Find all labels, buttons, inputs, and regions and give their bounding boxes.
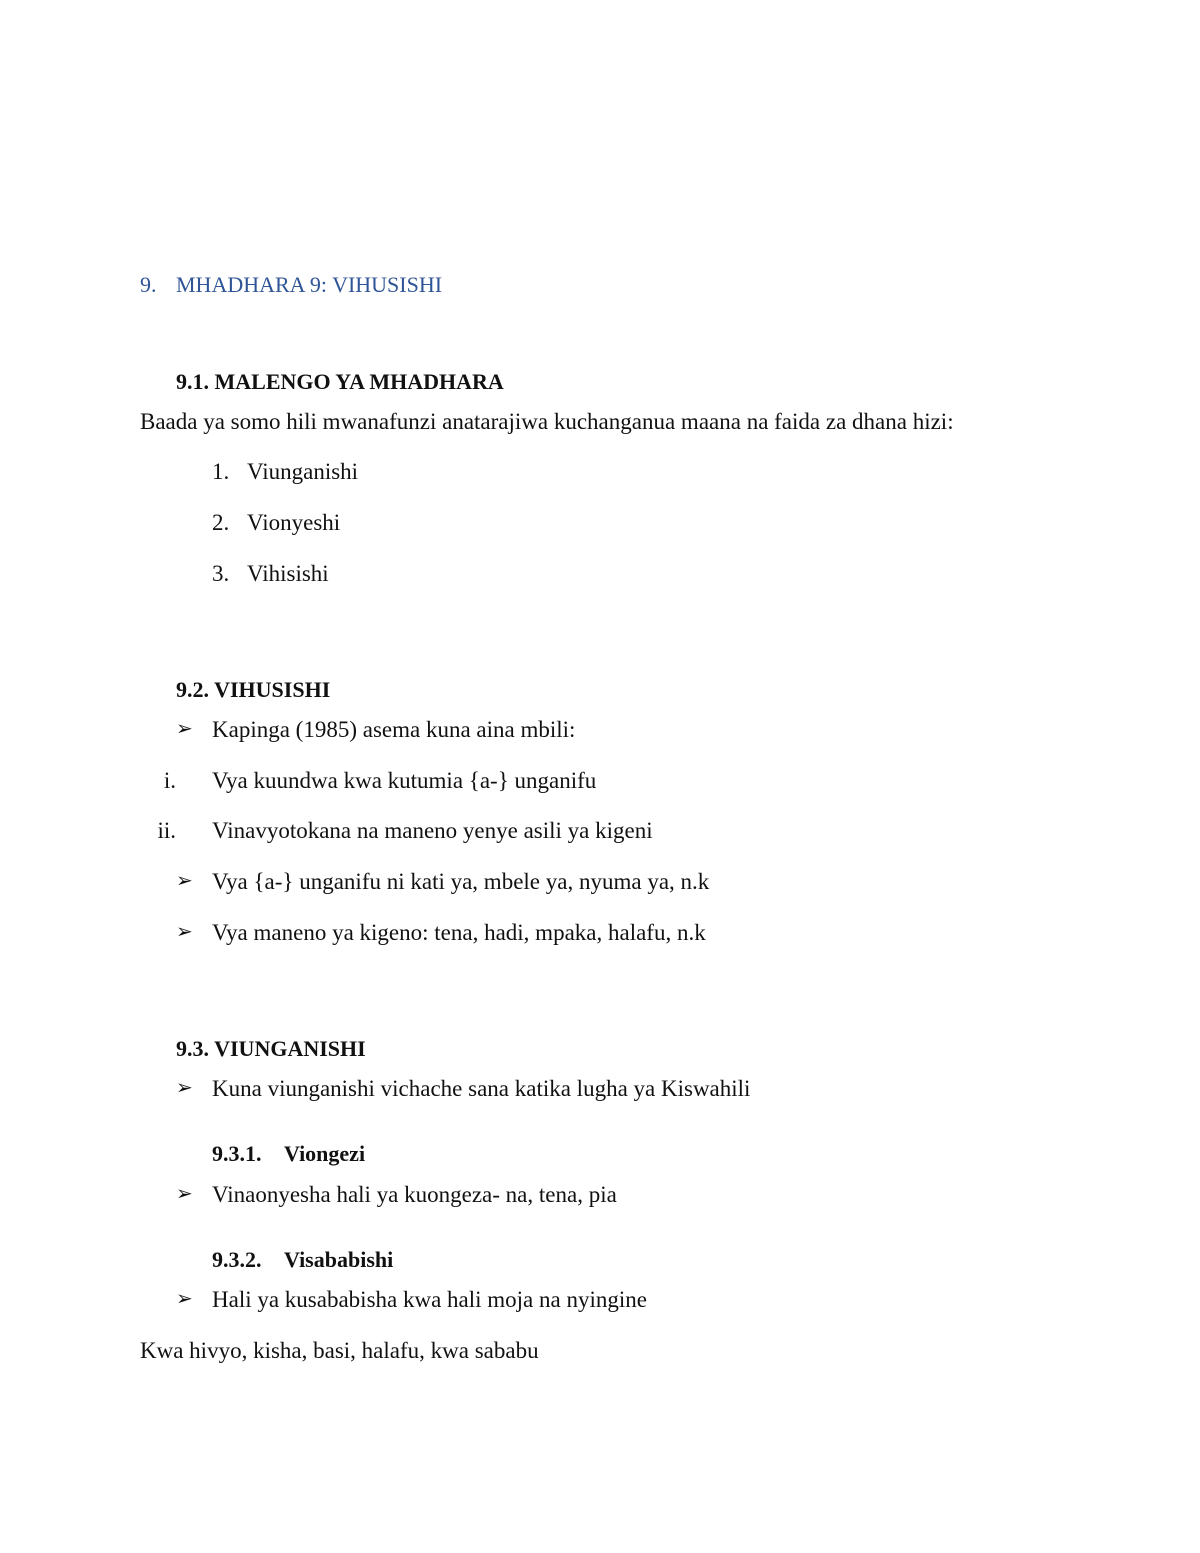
- closing-paragraph: Kwa hivyo, kisha, basi, halafu, kwa sababu: [140, 1338, 539, 1363]
- section-heading-viunganishi: 9.3. VIUNGANISHI: [176, 1036, 366, 1061]
- roman-numeral: i.: [163, 768, 176, 793]
- list-item-text: Viunganishi: [247, 459, 359, 484]
- chapter-title: MHADHARA 9: VIHUSISHI: [176, 272, 443, 297]
- arrow-bullet-icon: ➢: [176, 921, 193, 943]
- section-heading-objectives: 9.1. MALENGO YA MHADHARA: [176, 369, 504, 394]
- list-item-text: Vihisishi: [247, 561, 329, 586]
- roman-numeral: ii.: [157, 818, 176, 843]
- objectives-intro: Baada ya somo hili mwanafunzi anatarajiwa kuchanganua maana na faida za dhana hizi:: [140, 409, 954, 434]
- subsection-title: Visababishi: [284, 1247, 394, 1272]
- bullet-text: Vinaonyesha hali ya kuongeza- na, tena, pia: [212, 1182, 617, 1207]
- chapter-number: 9.: [140, 272, 157, 297]
- list-item-number: 1.: [212, 459, 230, 484]
- arrow-bullet-icon: ➢: [176, 718, 193, 740]
- list-item-text: Vionyeshi: [247, 510, 341, 535]
- bullet-text: Vya {a-} unganifu ni kati ya, mbele ya, nyuma ya, n.k: [212, 869, 710, 894]
- arrow-bullet-icon: ➢: [176, 1077, 193, 1099]
- arrow-bullet-icon: ➢: [176, 1288, 193, 1310]
- list-item-number: 3.: [212, 561, 230, 586]
- roman-item-text: Vya kuundwa kwa kutumia {a-} unganifu: [212, 768, 597, 793]
- bullet-text: Vya maneno ya kigeno: tena, hadi, mpaka, halafu, n.k: [212, 920, 706, 945]
- list-item-number: 2.: [212, 510, 230, 535]
- bullet-text: Hali ya kusababisha kwa hali moja na nyingine: [212, 1287, 647, 1312]
- arrow-bullet-icon: ➢: [176, 870, 193, 892]
- subsection-number: 9.3.1.: [212, 1141, 262, 1166]
- subsection-title: Viongezi: [284, 1141, 366, 1166]
- roman-item-text: Vinavyotokana na maneno yenye asili ya kigeni: [212, 818, 653, 843]
- section-heading-vihusishi: 9.2. VIHUSISHI: [176, 677, 331, 702]
- bullet-text: Kapinga (1985) asema kuna aina mbili:: [212, 717, 576, 742]
- subsection-number: 9.3.2.: [212, 1247, 262, 1272]
- arrow-bullet-icon: ➢: [176, 1183, 193, 1205]
- bullet-text: Kuna viunganishi vichache sana katika lugha ya Kiswahili: [212, 1076, 751, 1101]
